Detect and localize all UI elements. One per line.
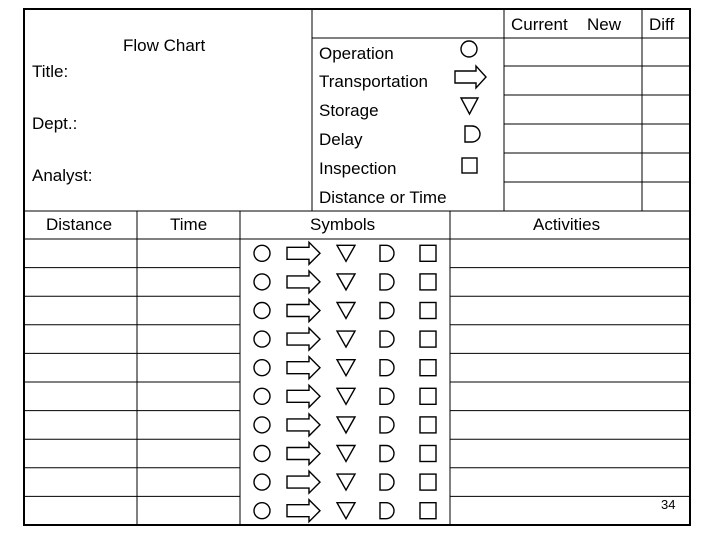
- table-row: [254, 500, 436, 522]
- table-row: [24, 271, 690, 296]
- inspection-square-icon: [420, 360, 436, 376]
- storage-triangle-icon: [337, 503, 355, 519]
- table-rows: [24, 242, 690, 521]
- transportation-arrow-icon: [287, 385, 320, 407]
- inspection-square-icon: [420, 388, 436, 404]
- transportation-arrow-icon: [287, 300, 320, 322]
- storage-triangle-icon: [461, 98, 478, 114]
- storage-triangle-icon: [337, 274, 355, 290]
- legend-delay: Delay: [319, 130, 363, 149]
- storage-triangle-icon: [337, 245, 355, 261]
- table-row: [24, 242, 690, 267]
- operation-circle-icon: [254, 303, 270, 319]
- legend-operation: Operation: [319, 44, 394, 63]
- title-label: Title:: [32, 62, 69, 81]
- table-row: [24, 414, 690, 439]
- col-diff: Diff: [649, 15, 675, 34]
- table-row: [24, 443, 690, 468]
- operation-circle-icon: [254, 503, 270, 519]
- storage-triangle-icon: [337, 360, 355, 376]
- transportation-arrow-icon: [287, 271, 320, 293]
- operation-circle-icon: [254, 446, 270, 462]
- col-new: New: [587, 15, 622, 34]
- storage-triangle-icon: [337, 417, 355, 433]
- delay-d-icon: [380, 245, 394, 261]
- header-activities: Activities: [533, 215, 601, 234]
- storage-triangle-icon: [337, 474, 355, 490]
- transportation-arrow-icon: [287, 242, 320, 264]
- operation-circle-icon: [461, 41, 477, 57]
- delay-d-icon: [380, 388, 394, 404]
- legend-transportation: Transportation: [319, 72, 428, 91]
- inspection-square-icon: [420, 474, 436, 490]
- operation-circle-icon: [254, 360, 270, 376]
- table-row: [24, 471, 690, 496]
- operation-circle-icon: [254, 274, 270, 290]
- header-time: Time: [170, 215, 208, 234]
- storage-triangle-icon: [337, 446, 355, 462]
- analyst-label: Analyst:: [32, 166, 93, 185]
- table-row: [24, 357, 690, 382]
- operation-circle-icon: [254, 388, 270, 404]
- page-number: 34: [661, 497, 676, 512]
- page-title: Flow Chart: [123, 36, 206, 55]
- transportation-arrow-icon: [287, 357, 320, 379]
- legend-distance-or-time: Distance or Time: [319, 188, 447, 207]
- inspection-square-icon: [462, 158, 477, 173]
- table-row: [24, 300, 690, 325]
- legend-inspection: Inspection: [319, 159, 397, 178]
- legend-storage: Storage: [319, 101, 379, 120]
- inspection-square-icon: [420, 303, 436, 319]
- inspection-square-icon: [420, 331, 436, 347]
- delay-d-icon: [380, 331, 394, 347]
- storage-triangle-icon: [337, 331, 355, 347]
- transportation-arrow-icon: [287, 471, 320, 493]
- inspection-square-icon: [420, 417, 436, 433]
- transportation-arrow-icon: [287, 500, 320, 522]
- header-distance: Distance: [46, 215, 113, 234]
- table-row: [24, 385, 690, 410]
- col-current: Current: [511, 15, 568, 34]
- transportation-arrow-icon: [455, 66, 486, 88]
- dept-label: Dept.:: [32, 114, 78, 133]
- storage-triangle-icon: [337, 303, 355, 319]
- inspection-square-icon: [420, 446, 436, 462]
- transportation-arrow-icon: [287, 443, 320, 465]
- delay-d-icon: [380, 303, 394, 319]
- operation-circle-icon: [254, 331, 270, 347]
- storage-triangle-icon: [337, 388, 355, 404]
- transportation-arrow-icon: [287, 328, 320, 350]
- delay-d-icon: [380, 360, 394, 376]
- inspection-square-icon: [420, 503, 436, 519]
- operation-circle-icon: [254, 474, 270, 490]
- table-row: [24, 328, 690, 353]
- header-symbols: Symbols: [310, 215, 376, 234]
- inspection-square-icon: [420, 245, 436, 261]
- inspection-square-icon: [420, 274, 436, 290]
- operation-circle-icon: [254, 417, 270, 433]
- delay-d-icon: [380, 474, 394, 490]
- delay-d-icon: [380, 417, 394, 433]
- operation-circle-icon: [254, 245, 270, 261]
- delay-d-icon: [380, 503, 394, 519]
- delay-d-icon: [380, 446, 394, 462]
- transportation-arrow-icon: [287, 414, 320, 436]
- delay-d-icon: [465, 126, 480, 142]
- delay-d-icon: [380, 274, 394, 290]
